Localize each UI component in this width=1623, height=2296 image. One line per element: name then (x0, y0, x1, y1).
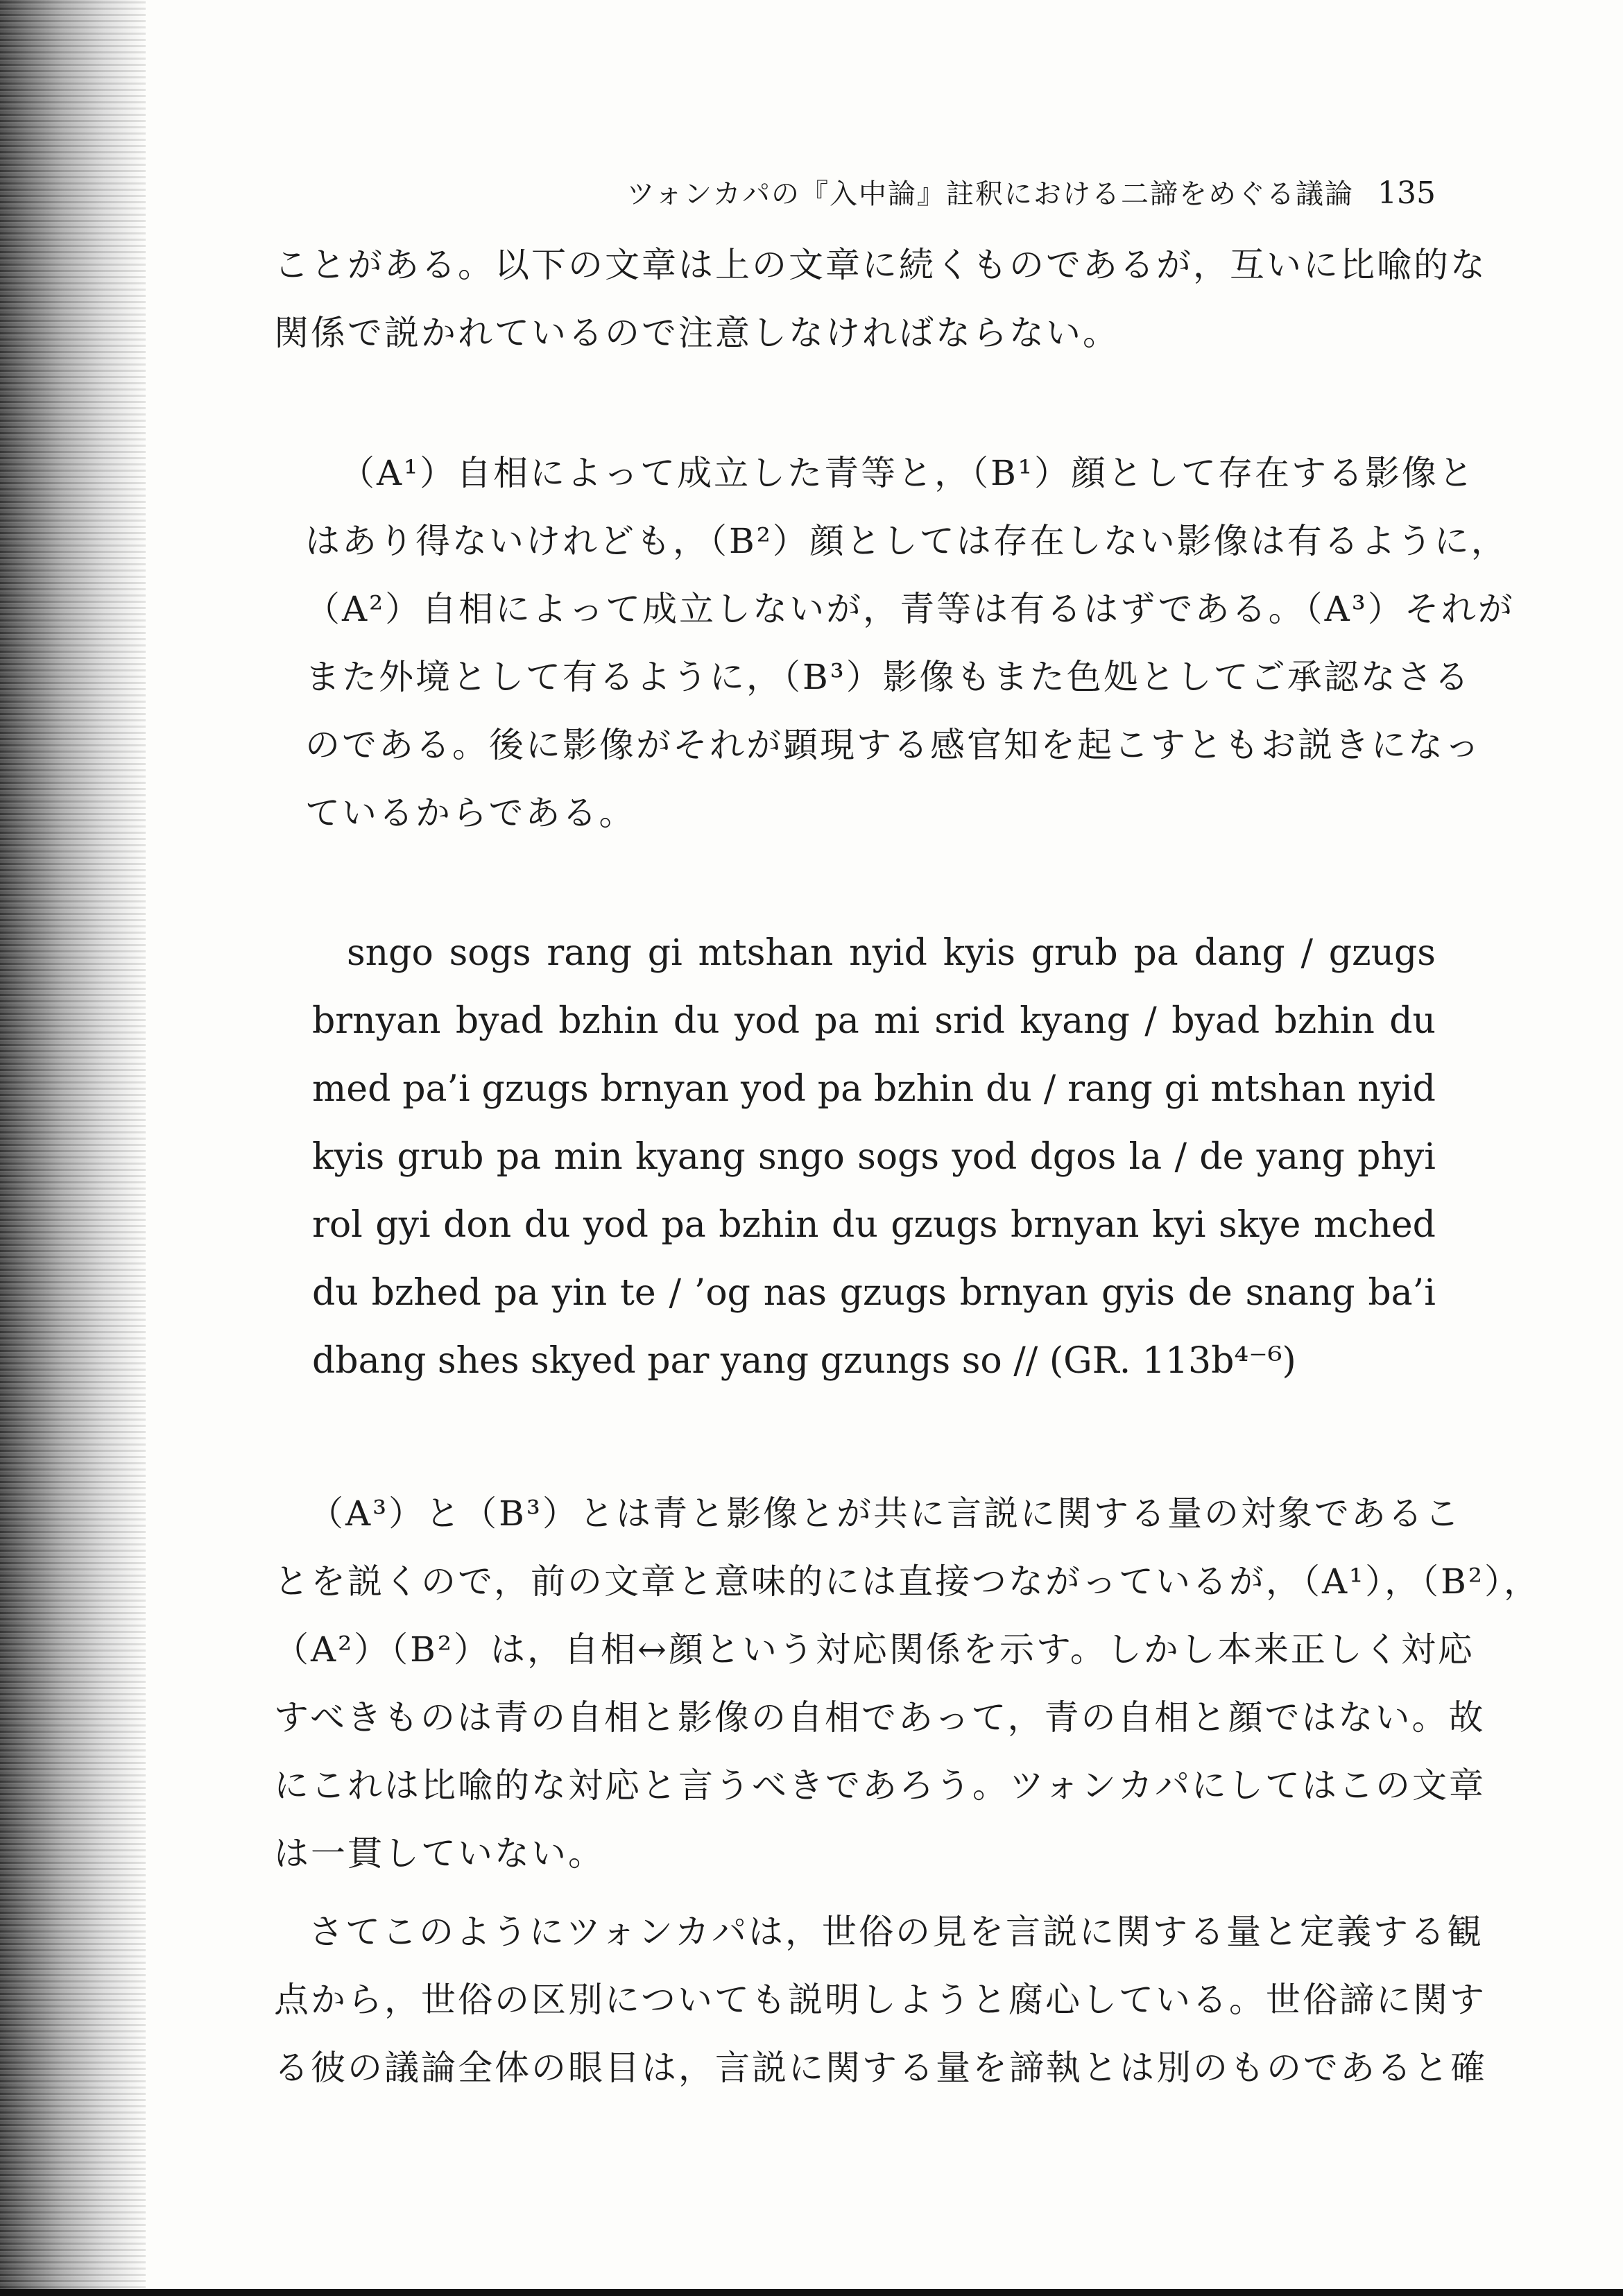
text-line: ているからである。 (305, 793, 636, 833)
tibetan-word: gzugs (481, 1068, 589, 1110)
tibetan-word: mched (1313, 1204, 1436, 1246)
tibetan-word: de (1199, 1136, 1244, 1178)
tibetan-line (312, 1055, 1436, 1123)
tibetan-word: brnyan (959, 1272, 1089, 1314)
tibetan-word: du (312, 1272, 359, 1314)
text-line: （A³）と（B³）とは青と影像とが共に言説に関する量の対象であるこ (309, 1493, 1461, 1534)
tibetan-word: nyid (1357, 1068, 1436, 1110)
tibetan-word: yod (583, 1204, 649, 1246)
tibetan-word: ba’i (1368, 1272, 1436, 1314)
tibetan-word: sogs (857, 1136, 940, 1178)
tibetan-word: du (1389, 1000, 1436, 1042)
tibetan-word: min (553, 1136, 623, 1178)
tibetan-word: grub (397, 1136, 484, 1178)
tibetan-word: gzugs (1328, 932, 1436, 974)
tibetan-word: mtshan (698, 932, 834, 974)
tibetan-word: / (1174, 1136, 1187, 1178)
tibetan-word: dgos (1029, 1136, 1117, 1178)
tibetan-word: mi (874, 1000, 920, 1042)
tibetan-word: yod (735, 1000, 800, 1042)
tibetan-word: don (443, 1204, 512, 1246)
tibetan-word: kyang (1020, 1000, 1130, 1042)
page-number: 135 (1377, 175, 1436, 211)
tibetan-word: / (669, 1272, 681, 1314)
text-line: また外境として有るように，（B³）影像もまた色処としてご承認なさる (305, 657, 1471, 697)
tibetan-word: gi (1164, 1068, 1199, 1110)
discussion-paragraph (274, 1480, 1540, 1887)
tibetan-word: bzhin (1274, 1000, 1375, 1042)
tibetan-word: srid (934, 1000, 1005, 1042)
tibetan-word: bzhin (719, 1204, 819, 1246)
text-line: とを説くので，前の文章と意味的には直接つながっているが，（A¹），（B²）， (274, 1561, 1540, 1602)
tibetan-line (312, 1123, 1436, 1191)
tibetan-word: te (620, 1272, 656, 1314)
running-header (590, 172, 1436, 212)
tibetan-word: yod (952, 1136, 1017, 1178)
page-bottom-edge (0, 2289, 1623, 2296)
text-line: すべきものは青の自相と影像の自相であって，青の自相と顔ではない。故 (274, 1697, 1486, 1738)
tibetan-word: byad (1171, 1000, 1260, 1042)
tibetan-line: dbang shes skyed par yang gzungs so // (GR. 113b⁴⁻⁶) (312, 1340, 1296, 1382)
tibetan-word: bzhin (558, 1000, 659, 1042)
tibetan-word: rang (1067, 1068, 1153, 1110)
tibetan-word: med (312, 1068, 391, 1110)
tibetan-word: de (1187, 1272, 1233, 1314)
tibetan-word: / (1043, 1068, 1056, 1110)
tibetan-word: pa (661, 1204, 706, 1246)
tibetan-word: pa (817, 1068, 863, 1110)
tibetan-word: gzugs (839, 1272, 947, 1314)
tibetan-word: brnyan (312, 1000, 441, 1042)
tibetan-word: / (1144, 1000, 1157, 1042)
tibetan-word: byad (455, 1000, 544, 1042)
tibetan-word: ’og (694, 1272, 750, 1314)
tibetan-word: sngo (758, 1136, 845, 1178)
text-line: にこれは比喩的な対応と言うべきであろう。ツォンカパにしてはこの文章 (274, 1765, 1486, 1806)
text-line: 関係で説かれているので注意しなければならない。 (274, 313, 1119, 353)
text-line: （A²）（B²）は，自相↔顔という対応関係を示す。しかし本来正しく対応 (274, 1629, 1475, 1670)
tibetan-word: gyis (1101, 1272, 1175, 1314)
tibetan-word: yang (1256, 1136, 1345, 1178)
tibetan-word: kyis (312, 1136, 385, 1178)
tibetan-word: du (832, 1204, 878, 1246)
tibetan-word: yin (551, 1272, 608, 1314)
tibetan-word: kyi (1152, 1204, 1206, 1246)
tibetan-word: brnyan (600, 1068, 730, 1110)
tibetan-word: gi (647, 932, 682, 974)
tibetan-word: phyi (1357, 1136, 1436, 1178)
text-line: ことがある。以下の文章は上の文章に続くものであるが，互いに比喩的な (274, 245, 1487, 285)
tibetan-line (312, 919, 1436, 987)
tibetan-word: pa (494, 1272, 539, 1314)
tibetan-word: du (524, 1204, 571, 1246)
tibetan-word: nas (763, 1272, 827, 1314)
translated-quote (305, 439, 1515, 847)
tibetan-word: yod (740, 1068, 806, 1110)
tibetan-word: mtshan (1210, 1068, 1346, 1110)
tibetan-word: rol (312, 1204, 363, 1246)
text-line: さてこのようにツォンカパは，世俗の見を言説に関する量と定義する観 (309, 1912, 1484, 1952)
tibetan-word: rang (547, 932, 632, 974)
tibetan-word: kyang (635, 1136, 746, 1178)
tibetan-word: gyi (375, 1204, 431, 1246)
closing-paragraph (274, 1898, 1487, 2102)
tibetan-quote (312, 919, 1436, 1395)
tibetan-word: pa (496, 1136, 542, 1178)
text-line: は一貫していない。 (274, 1833, 605, 1874)
text-line: る彼の議論全体の眼目は，言説に関する量を諦執とは別のものであると確 (274, 2048, 1487, 2088)
text-line: のである。後に影像がそれが顕現する感官知を起こすともお説きになっ (305, 725, 1482, 765)
tibetan-word: kyis (943, 932, 1015, 974)
tibetan-word: bzhed (371, 1272, 481, 1314)
tibetan-word: du (673, 1000, 720, 1042)
text-line: （A¹）自相によって成立した青等と，（B¹）顔として存在する影像と (340, 453, 1475, 493)
tibetan-word: grub (1031, 932, 1118, 974)
tibetan-word: pa (814, 1000, 859, 1042)
tibetan-line (312, 1259, 1436, 1327)
text-line: はあり得ないけれども，（B²）顔としては存在しない影像は有るように， (305, 521, 1508, 561)
tibetan-word: la (1128, 1136, 1162, 1178)
tibetan-word: brnyan (1010, 1204, 1140, 1246)
tibetan-word: / (1300, 932, 1313, 974)
tibetan-word: nyid (849, 932, 927, 974)
tibetan-word: sngo (347, 932, 433, 974)
tibetan-line (312, 1191, 1436, 1259)
intro-paragraph (274, 231, 1487, 367)
tibetan-word: du (986, 1068, 1032, 1110)
text-line: （A²）自相によって成立しないが，青等は有るはずである。（A³）それが (305, 589, 1515, 629)
text-line: 点から，世俗の区別についても説明しようと腐心している。世俗諦に関す (274, 1980, 1486, 2020)
tibetan-word: snang (1245, 1272, 1355, 1314)
tibetan-line (312, 987, 1436, 1055)
tibetan-word: pa (1133, 932, 1178, 974)
tibetan-word: sogs (449, 932, 531, 974)
tibetan-word: pa’i (402, 1068, 470, 1110)
tibetan-word: dang (1194, 932, 1285, 974)
running-title: ツォンカパの『入中論』註釈における二諦をめぐる議論 (626, 178, 1355, 210)
tibetan-word: gzugs (891, 1204, 998, 1246)
tibetan-word: bzhin (873, 1068, 974, 1110)
scan-shadow (0, 0, 146, 2296)
tibetan-word: skye (1219, 1204, 1301, 1246)
